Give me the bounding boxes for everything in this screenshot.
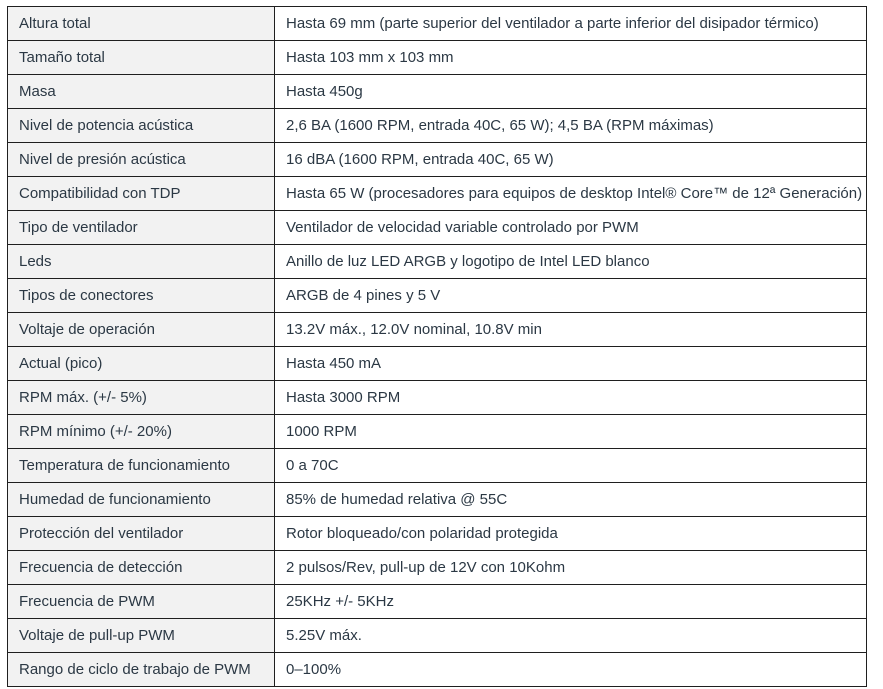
spec-value: 85% de humedad relativa @ 55C	[275, 483, 867, 517]
spec-value: Ventilador de velocidad variable controlado por PWM	[275, 211, 867, 245]
spec-label: Tipo de ventilador	[8, 211, 275, 245]
table-row	[8, 517, 867, 551]
spec-label: Protección del ventilador	[8, 517, 275, 551]
spec-label: Compatibilidad con TDP	[8, 177, 275, 211]
spec-value: Hasta 103 mm x 103 mm	[275, 41, 867, 75]
spec-label: Masa	[8, 75, 275, 109]
table-row	[8, 211, 867, 245]
table-row	[8, 75, 867, 109]
spec-value: Hasta 69 mm (parte superior del ventilador a parte inferior del disipador térmico)	[275, 7, 867, 41]
spec-label: Voltaje de pull-up PWM	[8, 619, 275, 653]
table-row	[8, 483, 867, 517]
table-row	[8, 381, 867, 415]
spec-value: 25KHz +/- 5KHz	[275, 585, 867, 619]
spec-value: 1000 RPM	[275, 415, 867, 449]
table-row	[8, 653, 867, 687]
table-row	[8, 551, 867, 585]
spec-label: Rango de ciclo de trabajo de PWM	[8, 653, 275, 687]
table-row	[8, 313, 867, 347]
table-row	[8, 7, 867, 41]
table-row	[8, 415, 867, 449]
table-row	[8, 109, 867, 143]
spec-value: Anillo de luz LED ARGB y logotipo de Intel LED blanco	[275, 245, 867, 279]
spec-table	[7, 6, 867, 687]
spec-label: RPM mínimo (+/- 20%)	[8, 415, 275, 449]
spec-value: ARGB de 4 pines y 5 V	[275, 279, 867, 313]
spec-value: 5.25V máx.	[275, 619, 867, 653]
spec-label: Nivel de potencia acústica	[8, 109, 275, 143]
table-row	[8, 619, 867, 653]
spec-value: Hasta 450 mA	[275, 347, 867, 381]
spec-value: Hasta 65 W (procesadores para equipos de desktop Intel® Core™ de 12ª Generación)	[275, 177, 867, 211]
spec-label: Leds	[8, 245, 275, 279]
spec-label: Frecuencia de detección	[8, 551, 275, 585]
spec-value: 13.2V máx., 12.0V nominal, 10.8V min	[275, 313, 867, 347]
table-row	[8, 245, 867, 279]
spec-label: Humedad de funcionamiento	[8, 483, 275, 517]
spec-label: Altura total	[8, 7, 275, 41]
spec-label: Nivel de presión acústica	[8, 143, 275, 177]
spec-value: Hasta 3000 RPM	[275, 381, 867, 415]
spec-value: 0 a 70C	[275, 449, 867, 483]
table-row	[8, 347, 867, 381]
spec-label: Voltaje de operación	[8, 313, 275, 347]
spec-value: 2,6 BA (1600 RPM, entrada 40C, 65 W); 4,5 BA (RPM máximas)	[275, 109, 867, 143]
spec-table-body	[8, 7, 867, 687]
table-row	[8, 585, 867, 619]
spec-value: Rotor bloqueado/con polaridad protegida	[275, 517, 867, 551]
table-row	[8, 41, 867, 75]
table-row	[8, 177, 867, 211]
spec-label: Temperatura de funcionamiento	[8, 449, 275, 483]
spec-label: Tipos de conectores	[8, 279, 275, 313]
spec-value: Hasta 450g	[275, 75, 867, 109]
spec-value: 16 dBA (1600 RPM, entrada 40C, 65 W)	[275, 143, 867, 177]
spec-value: 2 pulsos/Rev, pull-up de 12V con 10Kohm	[275, 551, 867, 585]
spec-label: Actual (pico)	[8, 347, 275, 381]
spec-label: Frecuencia de PWM	[8, 585, 275, 619]
spec-value: 0–100%	[275, 653, 867, 687]
table-row	[8, 279, 867, 313]
table-row	[8, 143, 867, 177]
spec-label: RPM máx. (+/- 5%)	[8, 381, 275, 415]
spec-label: Tamaño total	[8, 41, 275, 75]
table-row	[8, 449, 867, 483]
